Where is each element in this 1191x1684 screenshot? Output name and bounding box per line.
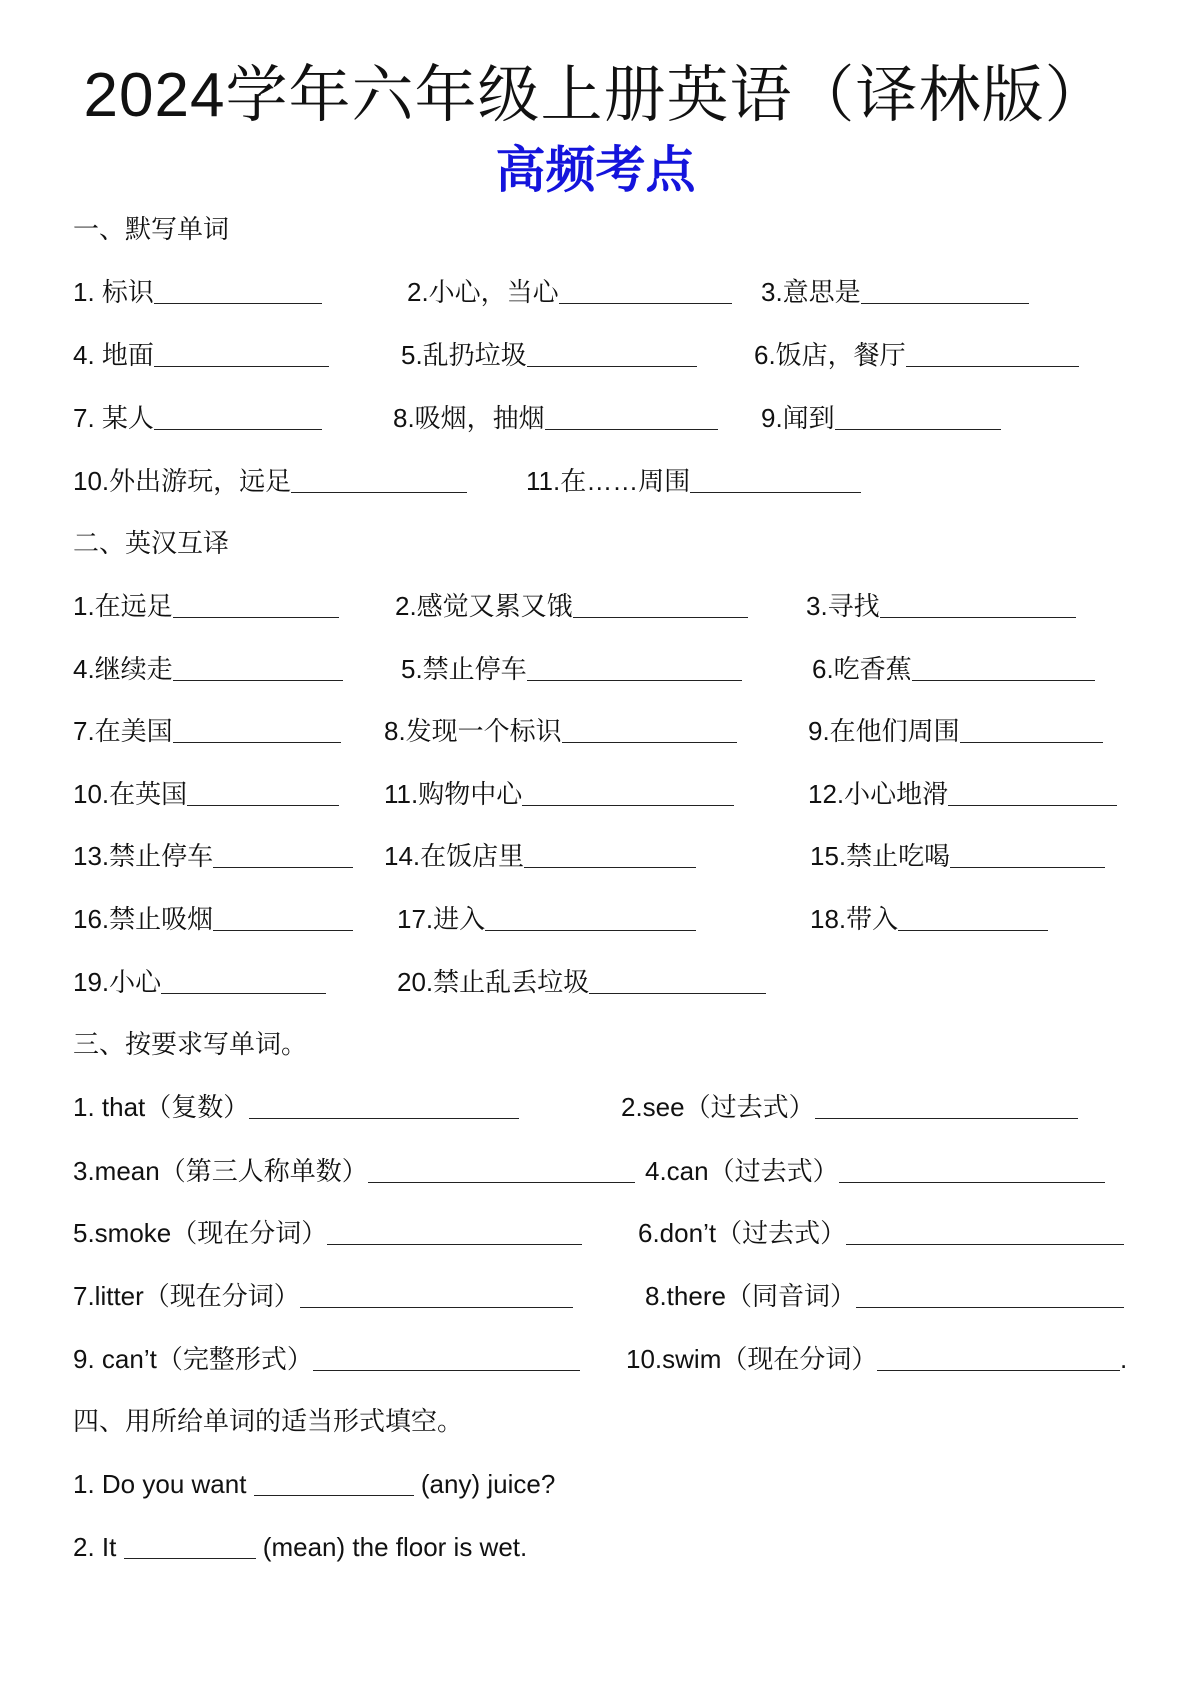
- question-item: [73, 1279, 573, 1313]
- answer-blank[interactable]: [527, 340, 697, 367]
- question-row: [0, 464, 1191, 498]
- answer-blank[interactable]: [573, 591, 748, 618]
- answer-blank[interactable]: [161, 967, 326, 994]
- question-row: [0, 839, 1191, 873]
- question-item: [808, 777, 1117, 811]
- answer-blank[interactable]: [815, 1092, 1078, 1119]
- question-after: (any) juice?: [413, 1469, 556, 1499]
- question-item: [393, 401, 718, 435]
- question-item: [806, 589, 1076, 623]
- question-item: [384, 714, 737, 748]
- question-row: [0, 589, 1191, 623]
- answer-blank[interactable]: [154, 403, 322, 430]
- question-label: 9.在他们周围: [808, 716, 960, 746]
- question-row: [0, 1467, 1191, 1501]
- question-label: 3.mean（第三人称单数）: [73, 1156, 368, 1186]
- question-label: 6.饭店，餐厅: [754, 340, 906, 370]
- answer-blank[interactable]: [846, 1218, 1124, 1245]
- answer-blank[interactable]: [368, 1156, 635, 1183]
- section-heading: 二、英汉互译: [73, 528, 230, 558]
- question-label: 5.乱扔垃圾: [401, 340, 527, 370]
- answer-blank[interactable]: [948, 779, 1117, 806]
- question-label: 1.在远足: [73, 591, 173, 621]
- question-item: [73, 652, 343, 686]
- question-label: 10.swim（现在分词）: [626, 1344, 878, 1374]
- question-label: 6.吃香蕉: [812, 654, 912, 684]
- answer-blank[interactable]: [173, 591, 339, 618]
- question-label: 10.外出游玩，远足: [73, 466, 292, 496]
- answer-blank[interactable]: [877, 1344, 1120, 1371]
- answer-blank[interactable]: [173, 716, 341, 743]
- question-label: 15.禁止吃喝: [810, 841, 951, 871]
- question-item: [812, 652, 1095, 686]
- answer-blank[interactable]: [154, 340, 329, 367]
- question-item: [621, 1090, 1078, 1124]
- answer-blank[interactable]: [562, 716, 737, 743]
- question-before: 2. It: [73, 1532, 124, 1562]
- question-label: 18.带入: [810, 904, 899, 934]
- question-row: [0, 652, 1191, 686]
- answer-blank[interactable]: [960, 716, 1103, 743]
- question-label: 20.禁止乱丢垃圾: [397, 967, 590, 997]
- answer-blank[interactable]: [213, 841, 353, 868]
- question-item: [73, 1216, 582, 1250]
- question-row: [0, 338, 1191, 372]
- question-item: [384, 839, 696, 873]
- answer-blank[interactable]: [861, 277, 1029, 304]
- section-heading: 一、默写单词: [73, 214, 230, 244]
- question-item: [73, 965, 326, 999]
- question-item: [384, 777, 734, 811]
- question-label: 5.smoke（现在分词）: [73, 1218, 328, 1248]
- question-label: 16.禁止吸烟: [73, 904, 214, 934]
- question-label: 1. that（复数）: [73, 1092, 250, 1122]
- question-label: 14.在饭店里: [384, 841, 525, 871]
- question-item: [407, 275, 732, 309]
- answer-blank[interactable]: [327, 1218, 582, 1245]
- question-label: 17.进入: [397, 904, 486, 934]
- answer-blank[interactable]: [835, 403, 1001, 430]
- answer-blank[interactable]: [522, 779, 734, 806]
- question-row: [0, 1530, 1191, 1564]
- question-item: [73, 714, 341, 748]
- question-label: 5.禁止停车: [401, 654, 527, 684]
- question-item: [810, 839, 1105, 873]
- question-item: [645, 1154, 1105, 1188]
- question-before: 1. Do you want: [73, 1469, 254, 1499]
- question-label: 7.在美国: [73, 716, 173, 746]
- question-row: [0, 714, 1191, 748]
- question-item: [73, 839, 353, 873]
- question-label: 3.意思是: [761, 277, 861, 307]
- question-row: [0, 1090, 1191, 1124]
- question-row: [0, 1342, 1191, 1376]
- question-label: 9.闻到: [761, 403, 835, 433]
- question-row: [0, 1154, 1191, 1188]
- question-row: [0, 1279, 1191, 1313]
- answer-blank[interactable]: [912, 654, 1095, 681]
- question-item: [73, 1090, 519, 1124]
- question-label: 11.在……周围: [526, 466, 691, 496]
- question-item: [761, 275, 1029, 309]
- question-label: 1. 标识: [73, 277, 154, 307]
- question-label: 11.购物中心: [384, 779, 523, 809]
- answer-blank[interactable]: [154, 277, 322, 304]
- question-row: [0, 777, 1191, 811]
- question-item: [73, 1342, 580, 1376]
- question-label: 7. 某人: [73, 403, 154, 433]
- question-row: [0, 902, 1191, 936]
- question-row: [0, 965, 1191, 999]
- question-label: 8.there（同音词）: [645, 1281, 856, 1311]
- question-item: [810, 902, 1048, 936]
- question-label: 3.寻找: [806, 591, 880, 621]
- question-item: [626, 1342, 1127, 1376]
- answer-blank[interactable]: [950, 841, 1105, 868]
- question-row: [0, 1216, 1191, 1250]
- question-item: [808, 714, 1103, 748]
- answer-blank[interactable]: [300, 1281, 573, 1308]
- answer-blank[interactable]: [213, 904, 353, 931]
- question-item: [73, 1530, 527, 1564]
- question-item: [73, 401, 322, 435]
- question-item: [73, 1467, 555, 1501]
- question-item: [645, 1279, 1124, 1313]
- question-label: 2.see（过去式）: [621, 1092, 815, 1122]
- question-label: 8.吸烟，抽烟: [393, 403, 545, 433]
- answer-blank[interactable]: [173, 654, 343, 681]
- section-heading: 三、按要求写单词。: [73, 1029, 308, 1059]
- answer-blank[interactable]: [880, 591, 1076, 618]
- question-item: [638, 1216, 1124, 1250]
- answer-blank[interactable]: [254, 1469, 414, 1496]
- question-item: [401, 338, 697, 372]
- answer-blank[interactable]: [906, 340, 1079, 367]
- question-label: 12.小心地滑: [808, 779, 949, 809]
- answer-blank[interactable]: [589, 967, 766, 994]
- answer-blank[interactable]: [527, 654, 742, 681]
- question-label: 9. can’t（完整形式）: [73, 1344, 313, 1374]
- question-item: [754, 338, 1079, 372]
- question-row: [0, 275, 1191, 309]
- question-row: [0, 401, 1191, 435]
- question-label: 4. 地面: [73, 340, 154, 370]
- page-subtitle: 高频考点: [495, 142, 696, 198]
- question-label: 7.litter（现在分词）: [73, 1281, 300, 1311]
- answer-blank[interactable]: [313, 1344, 580, 1371]
- question-item: [73, 464, 467, 498]
- answer-blank[interactable]: [124, 1532, 256, 1559]
- question-label: 2.感觉又累又饿: [395, 591, 573, 621]
- question-label: 8.发现一个标识: [384, 716, 562, 746]
- question-item: [401, 652, 742, 686]
- question-label: 19.小心: [73, 967, 162, 997]
- question-item: [397, 902, 696, 936]
- question-item: [73, 1154, 635, 1188]
- question-item: [761, 401, 1001, 435]
- question-label: 10.在英国: [73, 779, 188, 809]
- question-after: (mean) the floor is wet.: [255, 1532, 528, 1562]
- answer-blank[interactable]: [249, 1092, 519, 1119]
- answer-blank[interactable]: [524, 841, 696, 868]
- answer-blank[interactable]: [545, 403, 718, 430]
- answer-blank[interactable]: [898, 904, 1048, 931]
- answer-blank[interactable]: [690, 466, 861, 493]
- answer-blank[interactable]: [291, 466, 467, 493]
- question-item: [73, 777, 339, 811]
- answer-blank[interactable]: [485, 904, 696, 931]
- question-label: 6.don’t（过去式）: [638, 1218, 847, 1248]
- answer-blank[interactable]: [559, 277, 732, 304]
- trailing-period: .: [1120, 1344, 1128, 1374]
- question-item: [73, 902, 353, 936]
- question-item: [397, 965, 766, 999]
- question-item: [73, 338, 329, 372]
- answer-blank[interactable]: [839, 1156, 1105, 1183]
- question-label: 2.小心，当心: [407, 277, 559, 307]
- question-label: 4.继续走: [73, 654, 173, 684]
- question-label: 4.can（过去式）: [645, 1156, 839, 1186]
- question-item: [526, 464, 861, 498]
- page-title: 2024学年六年级上册英语（译林版）: [83, 61, 1108, 130]
- question-item: [395, 589, 748, 623]
- question-item: [73, 275, 322, 309]
- answer-blank[interactable]: [187, 779, 339, 806]
- question-item: [73, 589, 339, 623]
- question-label: 13.禁止停车: [73, 841, 214, 871]
- answer-blank[interactable]: [856, 1281, 1124, 1308]
- section-heading: 四、用所给单词的适当形式填空。: [73, 1406, 464, 1436]
